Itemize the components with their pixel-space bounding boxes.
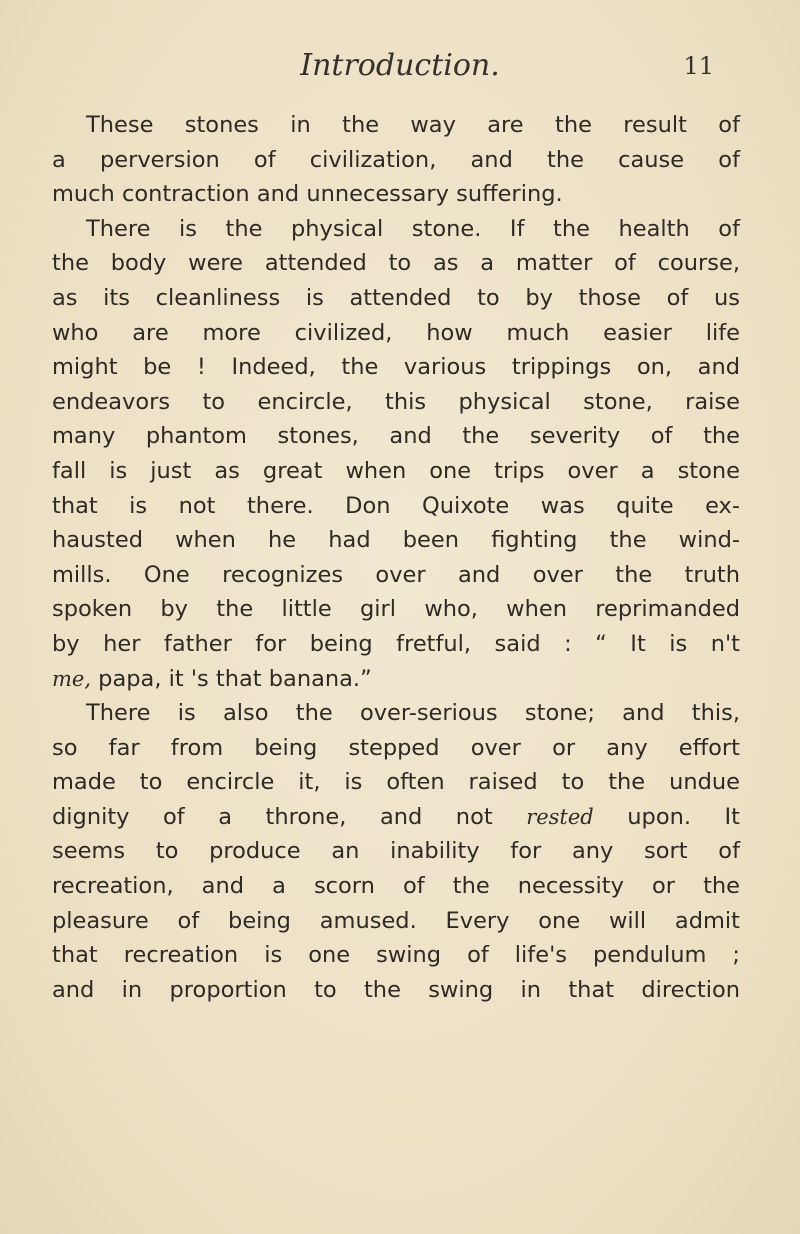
text-line: as its cleanliness is attended to by those of us (52, 284, 740, 311)
text-line: recreation, and a scorn of the necessity or the (52, 873, 740, 900)
text-line: that is not there. Don Quixote was quite ex- (52, 492, 740, 519)
text-line: might be ! Indeed, the various trippings on, and (52, 354, 740, 381)
text-line: seems to produce an inability for any sort of (52, 838, 740, 865)
text-line: much contraction and unnecessary suffering. (52, 181, 563, 208)
text-segment: upon. It (593, 803, 740, 830)
italic-word: rested (526, 804, 594, 829)
text-line: many phantom stones, and the severity of the (52, 423, 740, 450)
page-number: 11 (683, 52, 714, 80)
text-line: There is also the over-serious stone; and this, (86, 700, 740, 727)
text-line: a perversion of civilization, and the cause of (52, 146, 740, 173)
text-line: by her father for being fretful, said : “ It is n't (52, 630, 740, 657)
chapter-title: Introduction. (300, 48, 500, 83)
body-text (52, 108, 740, 1007)
text-line: and in proportion to the swing in that direction (52, 976, 740, 1003)
text-line: mills. One recognizes over and over the truth (52, 561, 740, 588)
text-line: endeavors to encircle, this physical stone, raise (52, 388, 740, 415)
text-line (52, 800, 740, 835)
text-line: so far from being stepped over or any effort (52, 734, 740, 761)
text-line: pleasure of being amused. Every one will admit (52, 907, 740, 934)
text-line: spoken by the little girl who, when reprimanded (52, 596, 740, 623)
text-line: made to encircle it, is often raised to the undue (52, 769, 740, 796)
text-line: There is the physical stone. If the health of (86, 215, 740, 242)
text-line: fall is just as great when one trips over a stone (52, 457, 740, 484)
text-segment: dignity of a throne, and not (52, 803, 527, 830)
text-line (52, 662, 740, 697)
text-line: that recreation is one swing of life's pendulum ; (52, 942, 740, 969)
text-segment: papa, it 's that banana.” (91, 665, 372, 692)
text-line: the body were attended to as a matter of course, (52, 250, 740, 277)
text-line: who are more civilized, how much easier life (52, 319, 740, 346)
text-line: hausted when he had been fighting the wind- (52, 527, 740, 554)
italic-word: me, (52, 666, 92, 691)
text-line: These stones in the way are the result of (86, 112, 740, 138)
running-head (0, 48, 800, 88)
